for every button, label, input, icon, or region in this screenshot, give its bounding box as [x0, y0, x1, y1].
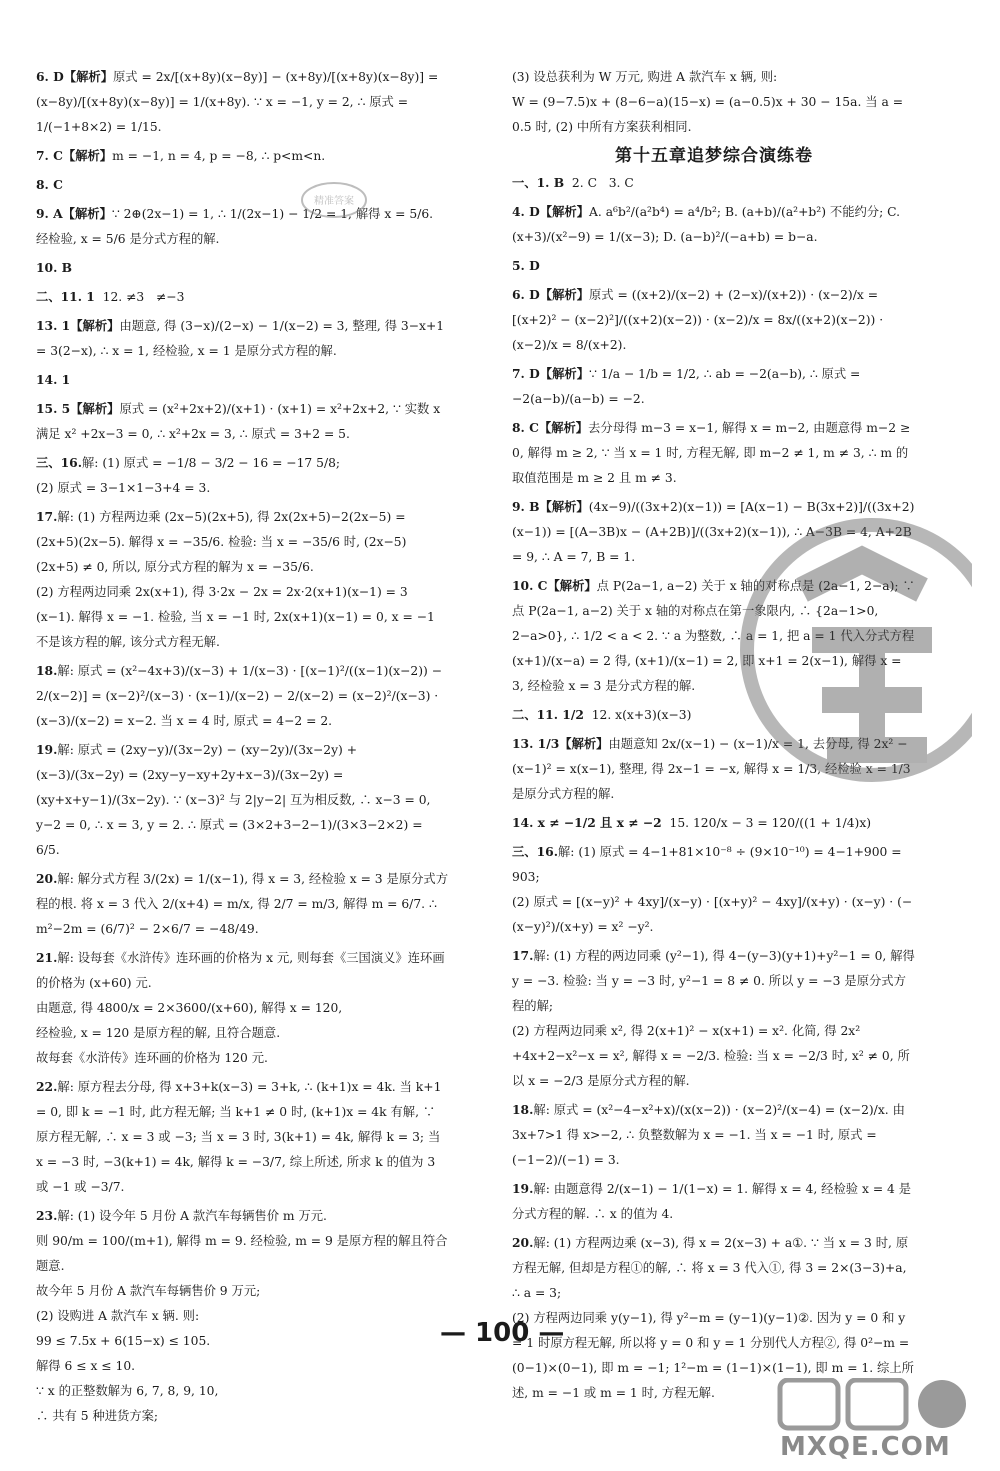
answer-text: 解: 由题意得 2/(x−1) − 1/(1−x) = 1. 解得 x = 4, 经检验 x = 4 是分式方程的解. ∴ x 的值为 4.: [512, 1182, 912, 1221]
answer-item: [36, 450, 448, 501]
answer-text: 由题意, 得 (3−x)/(2−x) − 1/(x−2) = 3, 整理, 得 3−x+1 = 3(2−x), ∴ x = 1, 经检验, x = 1 是原分式方程的解.: [36, 319, 449, 358]
answer-number: 18.: [36, 663, 58, 678]
seal-watermark: [722, 500, 972, 820]
answer-number: 8. C: [512, 420, 539, 435]
answer-item: [36, 737, 448, 863]
answer-item: [36, 172, 448, 198]
analysis-tag: 【解析】: [538, 420, 589, 435]
answer-number: 19.: [36, 742, 58, 757]
answer-number: 4. D: [512, 204, 540, 219]
answer-item: [36, 1074, 448, 1200]
answer-number: 20.: [36, 871, 58, 886]
answer-number: 二、11. 1: [36, 289, 95, 304]
answer-item: [512, 282, 916, 358]
answer-item: [36, 945, 448, 1071]
answer-item: [512, 170, 916, 196]
chapter-title: 第十五章追梦综合演练卷: [615, 146, 813, 166]
answer-item: [36, 284, 448, 310]
answer-number: 21.: [36, 950, 58, 965]
answer-number: 二、11. 1/2: [512, 707, 584, 722]
answer-number: 10. C: [512, 578, 548, 593]
answer-item: [36, 313, 448, 364]
answer-number: 10. B: [36, 260, 73, 275]
right-top-section: [512, 64, 916, 140]
answer-text: 解: 原式 = (x²−4x+3)/(x−3) + 1/(x−3) · [(x−1)²/((x−1)(x−2)) − 2/(x−2)] = (x−2)²/(x−3) · (x−1)/(x−2) − 2/(x−2) = (x−2)²/(x−3) · (x−3)/(x−2) = x−2. 当 x = 4 时, 原式 = 4−2 = 2.: [36, 664, 446, 728]
answer-number: 7. D: [512, 366, 540, 381]
answer-text: 解: (1) 原式 = −1/8 − 3/2 − 16 = −17 5/8; (2) 原式 = 3−1×1−3+4 = 3.: [36, 456, 341, 495]
answer-number: 一、1. B: [512, 175, 565, 190]
answer-item: [512, 361, 916, 412]
answer-item: [36, 64, 448, 140]
answer-item: [512, 1097, 916, 1173]
analysis-tag: 【解析】: [62, 206, 112, 221]
answer-number: 14. 1: [36, 372, 71, 387]
answer-item: [512, 199, 916, 250]
answer-text: (4x−9)/((3x+2)(x−1)) = [A(x−1) − B(3x+2)]/((3x+2)(x−1)) = [(A−3B)x − (A+2B)]/((3x+2)(x−1)), ∴ A−3B = 4, A+2B = 9, ∴ A = 7, B = 1.: [512, 500, 916, 564]
analysis-tag: 【解析】: [547, 578, 597, 593]
answer-stamp: [300, 180, 368, 220]
answer-number: 7. C: [36, 148, 63, 163]
watermark-text: MXQE.COM: [780, 1432, 951, 1462]
answer-text: 原式 = ((x+2)/(x−2) + (2−x)/(x+2)) · (x−2)/x = [(x+2)² − (x−2)²]/((x+2)(x−2)) · (x−2)/x = 8x/((x+2)(x−2)) · (x−2)/x = 8/(x+2).: [512, 288, 888, 352]
answer-number: 9. B: [512, 499, 540, 514]
answer-item: [36, 396, 448, 447]
answer-item: [512, 64, 916, 140]
answer-item: [36, 866, 448, 942]
answer-text: 12. x(x+3)(x−3): [583, 708, 692, 722]
answer-text: 解: 原式 = (2xy−y)/(3x−2y) − (xy−2y)/(3x−2y) + (x−3)/(3x−2y) = (2xy−y−xy+2y+x−3)/(3x−2y) = (xy+x+y−1)/(3x−2y). ∵ (x−3)² 与 2|y−2| 互为相反数, ∴ x−3 = 0, y−2 = 0, ∴ x = 3, y = 2. ∴ 原式 = (3×2+3−2−1)/(3×3−2×2) = 6/5.: [36, 743, 435, 857]
analysis-tag: 【解析】: [70, 318, 120, 333]
answer-number: 14. x ≠ −1/2 且 x ≠ −2: [512, 815, 662, 830]
answer-item: [512, 943, 916, 1094]
answer-text: ∵ 2⊕(2x−1) = 1, ∴ 1/(2x−1) − 1/2 = 1, 解得 x = 5/6. 经检验, x = 5/6 是分式方程的解.: [36, 207, 438, 246]
answer-number: 三、16.: [512, 844, 558, 859]
answer-number: 17.: [512, 948, 534, 963]
answer-number: 6. D: [512, 287, 540, 302]
answer-text: 解: 设每套《水浒传》连环画的价格为 x 元, 则每套《三国演义》连环画的价格为 (x+60) 元. 由题意, 得 4800/x = 2×3600/(x+60), 解得 x = 120, 经检验, x = 120 是原方程的解, 且符合题意. 故每套《水浒传》连环画的价格为 120 元.: [36, 951, 445, 1065]
answer-item: [36, 255, 448, 281]
answer-text: 原式 = (x²+2x+2)/(x+1) · (x+1) = x²+2x+2, ∵ 实数 x 满足 x² +2x−3 = 0, ∴ x²+2x = 3, ∴ 原式 = 3+2 = 5.: [36, 402, 445, 441]
answer-text: 解: (1) 方程两边乘 (2x−5)(2x+5), 得 2x(2x+5)−2(2x−5) = (2x+5)(2x−5). 解得 x = −35/6. 检验: 当 x = −35/6 时, (2x−5)(2x+5) ≠ 0, 所以, 原分式方程的解为 x = −35/6. (2) 方程两边同乘 2x(x+1), 得 3·2x − 2x = 2x·2(x+1)(x−1) = 3 (x−1). 解得 x = −1. 检验, 当 x = −1 时, 2x(x+1)(x−1) = 0, x = −1 不是该方程的解, 该分式方程无解.: [36, 510, 435, 649]
analysis-tag: 【解析】: [539, 499, 589, 514]
answer-text: 点 P(2a−1, a−2) 关于 x 轴的对称点是 (2a−1, 2−a); ∵ 点 P(2a−1, a−2) 关于 x 轴的对称点在第一象限内, ∴ {2a−1>0, 2−a>0}, ∴ 1/2 < a < 2. ∵ a 为整数, ∴ a = 1, 把 a = 1 代入分式方程 (x+1)/(x−a) = 2 得, (x+1)/(x−1) = 2, 即 x+1 = 2(x−1), 解得 x = 3, 经检验 x = 3 是分式方程的解.: [512, 579, 919, 693]
answer-text: 解: (1) 方程两边乘 (x−3), 得 x = 2(x−3) + a①. ∵ 当 x = 3 时, 原方程无解, 但却是方程①的解, ∴ 将 x = 3 代入①, 得 3 = 2×(3−3)+a, ∴ a = 3; (2) 方程两边同乘 y(y−1), 得 y²−m = (y−1)(y−1)②. 因为 y = 0 和 y = 1 时原方程无解, 所以将 y = 0 和 y = 1 分别代人方程②, 得 0²−m = (0−1)×(0−1), 即 m = −1; 1²−m = (1−1)×(1−1), 即 m = 1. 综上所述, m = −1 或 m = 1 时, 方程无解.: [512, 1236, 914, 1400]
answer-text: 解: 原方程去分母, 得 x+3+k(x−3) = 3+k, ∴ (k+1)x = 4k. 当 k+1 = 0, 即 k = −1 时, 此方程无解; 当 k+1 ≠ 0 时, (k+1)x = 4k 有解, ∵ 原方程无解, ∴ x = 3 或 −3; 当 x = 3 时, 3(k+1) = 4k, 解得 k = 3; 当 x = −3 时, −3(k+1) = 4k, 解得 k = −3/7, 综上所述, 所求 k 的值为 3 或 −1 或 −3/7.: [36, 1080, 446, 1194]
answer-text: A. a⁶b²/(a²b⁴) = a⁴/b²; B. (a+b)/(a²+b²) 不能约分; C. (x+3)/(x²−9) = 1/(x−3); D. (a−b)²/(−a+b) = b−a.: [512, 205, 904, 244]
answer-number: 22.: [36, 1079, 58, 1094]
answer-number: 13. 1/3: [512, 736, 560, 751]
answer-text: 解: (1) 原式 = 4−1+81×10⁻⁸ ÷ (9×10⁻¹⁰) = 4−1+900 = 903; (2) 原式 = [(x−y)² + 4xy]/(x−y) · [(x+y)² − 4xy]/(x+y) · (x−y) · (−(x−y)²)/(x+y) = x² −y².: [512, 845, 913, 934]
answer-item: [512, 253, 916, 279]
analysis-tag: 【解析】: [539, 366, 589, 381]
analysis-tag: 【解析】: [539, 287, 589, 302]
analysis-tag: 【解析】: [70, 401, 120, 416]
answer-text: 原式 = 2x/[(x+8y)(x−8y)] − (x+8y)/[(x+8y)(x−8y)] = (x−8y)/[(x+8y)(x−8y)] = 1/(x+8y). ∵ x = −1, y = 2, ∴ 原式 = 1/(−1+8×2) = 1/15.: [36, 70, 443, 134]
answer-number: 8. C: [36, 177, 63, 192]
page-number: — 100 —: [440, 1318, 565, 1348]
answer-text: ∵ 1/a − 1/b = 1/2, ∴ ab = −2(a−b), ∴ 原式 = −2(a−b)/(a−b) = −2.: [512, 367, 865, 406]
answer-text: 由题意知 2x/(x−1) − (x−1)/x = 1, 去分母, 得 2x² − (x−1)² = x(x−1), 整理, 得 2x−1 = −x, 解得 x = 1/3, 经检验 x = 1/3 是原分式方程的解.: [512, 737, 915, 801]
analysis-tag: 【解析】: [62, 148, 113, 163]
analysis-tag: 【解析】: [63, 69, 113, 84]
answer-text: 解: (1) 方程的两边同乘 (y²−1), 得 4−(y−3)(y+1)+y²−1 = 0, 解得 y = −3. 检验: 当 y = −3 时, y²−1 = 8 ≠ 0. 所以 y = −3 是原分式方程的解; (2) 方程两边同乘 x², 得 2(x+1)² − x(x+1) = x². 化简, 得 2x² +4x+2−x²−x = x², 解得 x = −2/3. 检验: 当 x = −2/3 时, x² ≠ 0, 所以 x = −2/3 是原分式方程的解.: [512, 949, 915, 1088]
answer-number: 13. 1: [36, 318, 71, 333]
answer-text: 2. C 3. C: [564, 176, 634, 190]
answer-item: [36, 1203, 448, 1429]
answer-text: m = −1, n = 4, p = −8, ∴ p<m<n.: [112, 149, 326, 163]
answer-number: 23.: [36, 1208, 58, 1223]
answer-number: 17.: [36, 509, 58, 524]
answer-text: 解: (1) 设今年 5 月份 A 款汽车每辆售价 m 万元. 则 90/m = 100/(m+1), 解得 m = 9. 经检验, m = 9 是原方程的解且符合题意. 故今年 5 月份 A 款汽车每辆售价 9 万元; (2) 设购进 A 款汽车 x 辆. 则: 99 ≤ 7.5x + 6(15−x) ≤ 105. 解得 6 ≤ x ≤ 10. ∵ x 的正整数解为 6, 7, 8, 9, 10, ∴ 共有 5 种进货方案;: [36, 1209, 448, 1423]
answer-number: 9. A: [36, 206, 63, 221]
answer-number: 6. D: [36, 69, 64, 84]
answer-text: 12. ≠3 ≠−3: [94, 290, 185, 304]
answer-text: 解: 原式 = (x²−4−x²+x)/(x(x−2)) · (x−2)²/(x−4) = (x−2)/x. 由 3x+7>1 得 x>−2, ∴ 负整数解为 x = −1. 当 x = −1 时, 原式 = (−1−2)/(−1) = 3.: [512, 1103, 909, 1167]
answer-item: [512, 415, 916, 491]
answer-text: 15. 120/x − 3 = 120/((1 + 1/4)x): [661, 816, 872, 830]
answer-number: 19.: [512, 1181, 534, 1196]
answer-number: 5. D: [512, 258, 540, 273]
answer-number: 三、16.: [36, 455, 82, 470]
analysis-tag: 【解析】: [539, 204, 589, 219]
answer-item: [512, 839, 916, 940]
left-answer-column: [36, 64, 448, 1432]
answer-text: 解: 解分式方程 3/(2x) = 1/(x−1), 得 x = 3, 经检验 x = 3 是原分式方程的根. 将 x = 3 代入 2/(x+4) = m/x, 得 2/7 = m/3, 解得 m = 6/7. ∴ m²−2m = (6/7)² − 2×6/7 = −48/49.: [36, 872, 449, 936]
answer-number: 15. 5: [36, 401, 71, 416]
analysis-tag: 【解析】: [559, 736, 609, 751]
answer-item: [36, 658, 448, 734]
answer-number: 20.: [512, 1235, 534, 1250]
answer-item: [512, 1176, 916, 1227]
answer-text: 去分母得 m−3 = x−1, 解得 x = m−2, 由题意得 m−2 ≥ 0, 解得 m ≥ 2, ∵ 当 x = 1 时, 方程无解, 即 m−2 ≠ 1, m ≠ 3, ∴ m 的取值范围是 m ≥ 2 且 m ≠ 3.: [512, 421, 915, 485]
answer-number: 18.: [512, 1102, 534, 1117]
answer-item: [36, 201, 448, 252]
answer-text: (3) 设总获利为 W 万元, 购进 A 款汽车 x 辆, 则: W = (9−7.5)x + (8−6−a)(15−x) = (a−0.5)x + 30 − 15a. 当 a = 0.5 时, (2) 中所有方案获利相同.: [512, 70, 904, 134]
answer-item: [36, 367, 448, 393]
answer-item: [36, 504, 448, 655]
answer-item: [36, 143, 448, 169]
svg-text:精准答案: 精准答案: [314, 196, 354, 207]
